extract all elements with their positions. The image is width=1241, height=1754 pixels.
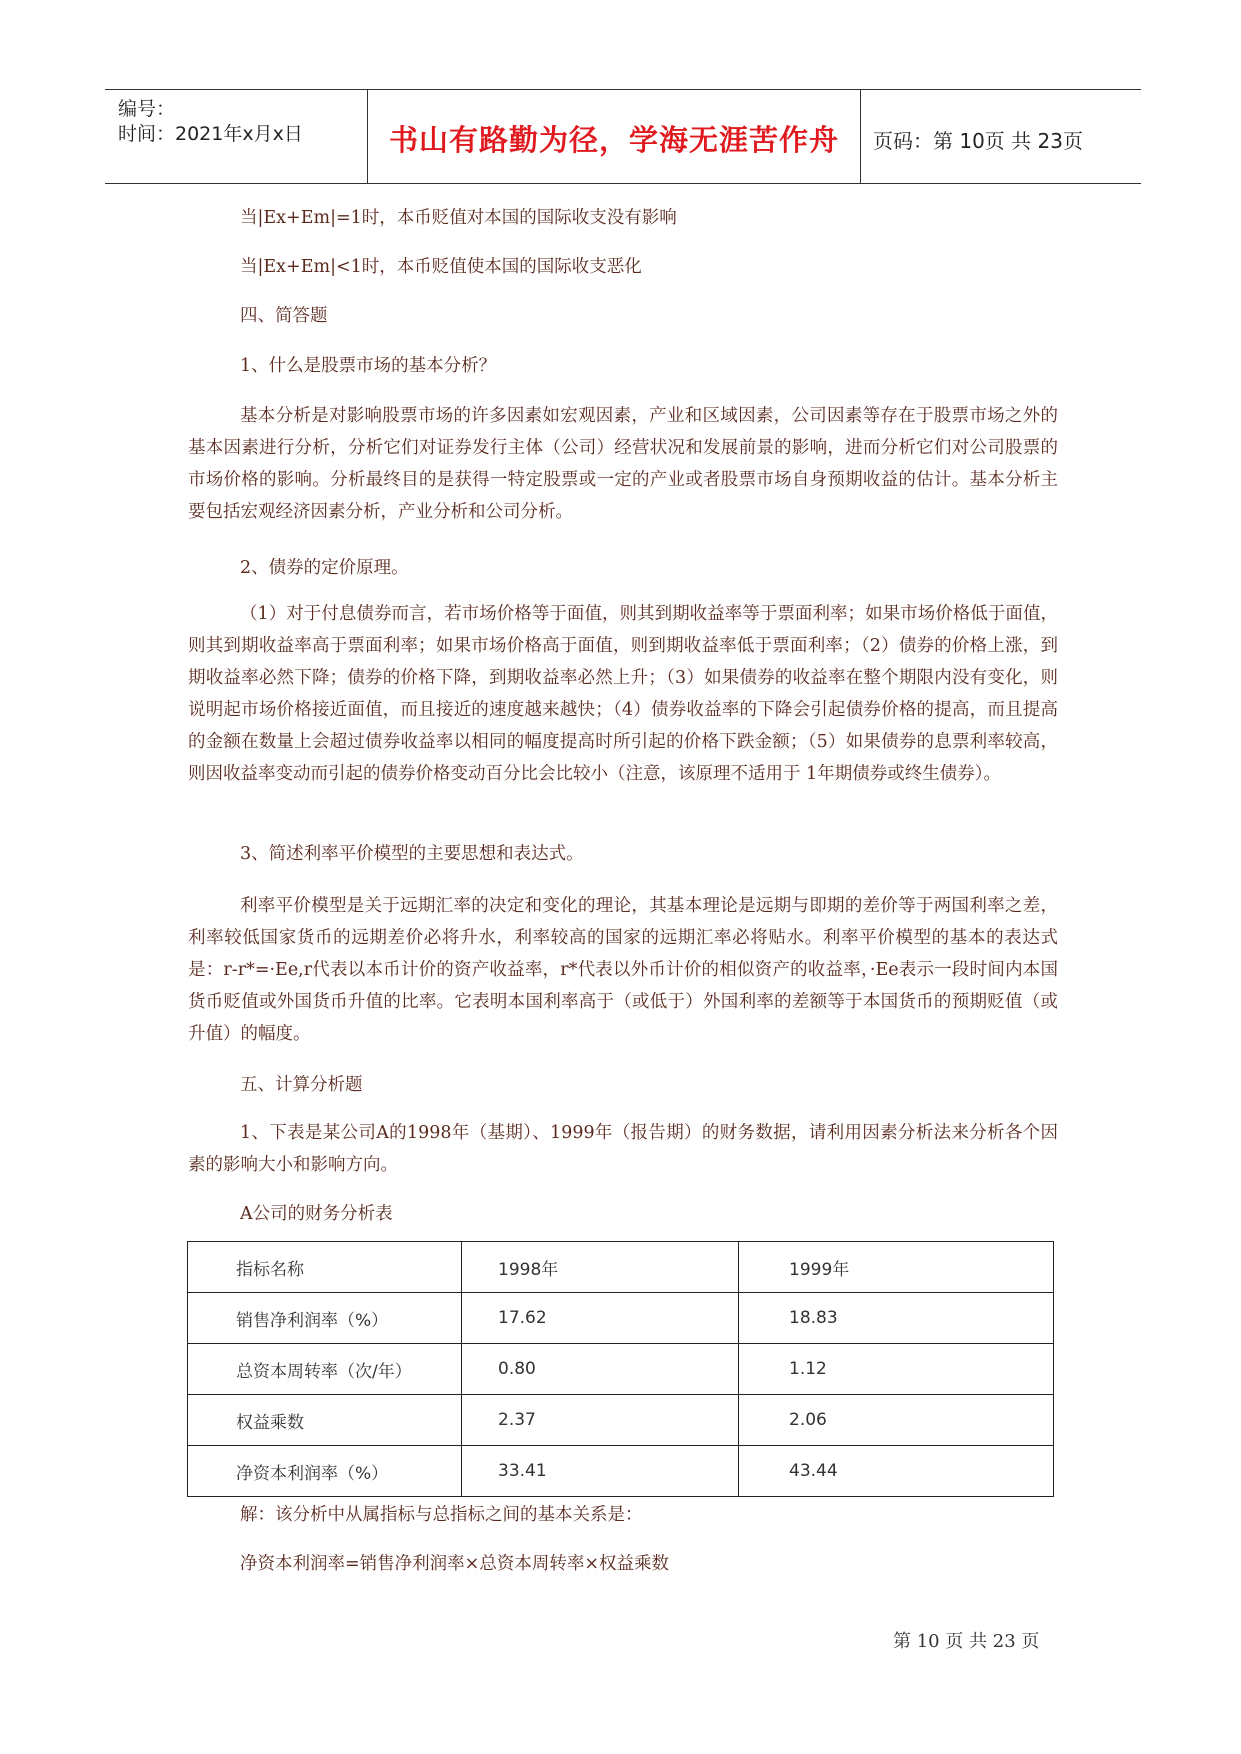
solution-formula: 净资本利润率=销售净利润率×总资本周转率×权益乘数 — [240, 1554, 669, 1574]
table-row — [188, 1344, 1054, 1395]
question-3: 3、简述利率平价模型的主要思想和表达式。 — [240, 844, 584, 864]
question-4: 1、下表是某公司A的1998年（基期）、1999年（报告期）的财务数据，请利用因素分析法来分析各个因素的影响大小和影响方向。 — [188, 1123, 1058, 1175]
table-cell: 2.37 — [462, 1395, 739, 1446]
table-row — [188, 1395, 1054, 1446]
page-header — [105, 89, 1141, 184]
table-cell: 2.06 — [739, 1395, 1054, 1446]
table-cell: 净资本利润率（%） — [188, 1446, 462, 1497]
table-cell: 1.12 — [739, 1344, 1054, 1395]
table-cell: 销售净利润率（%） — [188, 1293, 462, 1344]
question-2: 2、债券的定价原理。 — [240, 558, 409, 578]
solution-line-1: 解：该分析中从属指标与总指标之间的基本关系是： — [240, 1505, 643, 1525]
table-header-cell: 1998年 — [462, 1242, 739, 1293]
table-row — [188, 1293, 1054, 1344]
header-page-code: 页码：第 10页 共 23页 — [873, 129, 1083, 153]
table-cell: 18.83 — [739, 1293, 1054, 1344]
header-right-cell — [861, 90, 1141, 183]
answer-1: 基本分析是对影响股票市场的许多因素如宏观因素，产业和区域因素，公司因素等存在于股票市场之外的基本因素进行分析，分析它们对证券发行主体（公司）经营状况和发展前景的影响，进而分析它们对公司股票的市场价格的影响。分析最终目的是获得一特定股票或一定的产业或者股票市场自身预期收益的估计。基本分析主要包括宏观经济因素分析，产业分析和公司分析。 — [188, 406, 1058, 522]
header-motto: 书山有路勤为径，学海无涯苦作舟 — [388, 123, 839, 157]
section-heading-short-answer: 四、简答题 — [240, 306, 328, 326]
paragraph-ex-em-equal: 当|Ex+Em|=1时，本币贬值对本国的国际收支没有影响 — [240, 208, 677, 228]
table-header-row — [188, 1242, 1054, 1293]
financial-analysis-table — [187, 1241, 1054, 1497]
table-cell: 43.44 — [739, 1446, 1054, 1497]
table-row — [188, 1446, 1054, 1497]
table-cell: 0.80 — [462, 1344, 739, 1395]
answer-3: 利率平价模型是关于远期汇率的决定和变化的理论，其基本理论是远期与即期的差价等于两国利率之差，利率较低国家货币的远期差价必将升水，利率较高的国家的远期汇率必将贴水。利率平价模型的基本的表达式是：r-r*=·Ee,r代表以本币计价的资产收益率，r*代表以外币计价的相似资产的收益率，·Ee表示一段时间内本国货币贬值或外国货币升值的比率。它表明本国利率高于（或低于）外国利率的差额等于本国货币的预期贬值（或升值）的幅度。 — [188, 896, 1058, 1044]
question-1: 1、什么是股票市场的基本分析？ — [240, 356, 497, 376]
table-cell: 总资本周转率（次/年） — [188, 1344, 462, 1395]
table-header-cell: 1999年 — [739, 1242, 1054, 1293]
header-motto-cell — [368, 90, 861, 183]
document-time-label: 时间：2021年x月x日 — [118, 123, 303, 145]
page-footer: 第 10 页 共 23 页 — [893, 1631, 1040, 1652]
section-heading-calculation: 五、计算分析题 — [240, 1075, 363, 1095]
answer-2: （1）对于付息债券而言，若市场价格等于面值，则其到期收益率等于票面利率；如果市场价格低于面值，则其到期收益率高于票面利率；如果市场价格高于面值，则到期收益率低于票面利率；（2）债券的价格上涨，到期收益率必然下降；债券的价格下降，到期收益率必然上升；（3）如果债券的收益率在整个期限内没有变化，则说明起市场价格接近面值，而且接近的速度越来越快；（4）债券收益率的下降会引起债券价格的提高，而且提高的金额在数量上会超过债券收益率以相同的幅度提高时所引起的价格下跌金额；（5）如果债券的息票利率较高，则因收益率变动而引起的债券价格变动百分比会比较小（注意，该原理不适用于 1年期债券或终生债券）。 — [188, 604, 1058, 784]
table-caption: A公司的财务分析表 — [240, 1204, 393, 1224]
header-left-cell — [105, 90, 368, 183]
paragraph-ex-em-less: 当|Ex+Em|<1时，本币贬值使本国的国际收支恶化 — [240, 257, 642, 277]
table-header-cell: 指标名称 — [188, 1242, 462, 1293]
table-cell: 17.62 — [462, 1293, 739, 1344]
table-cell: 33.41 — [462, 1446, 739, 1497]
table-cell: 权益乘数 — [188, 1395, 462, 1446]
document-number-label: 编号： — [118, 98, 176, 120]
